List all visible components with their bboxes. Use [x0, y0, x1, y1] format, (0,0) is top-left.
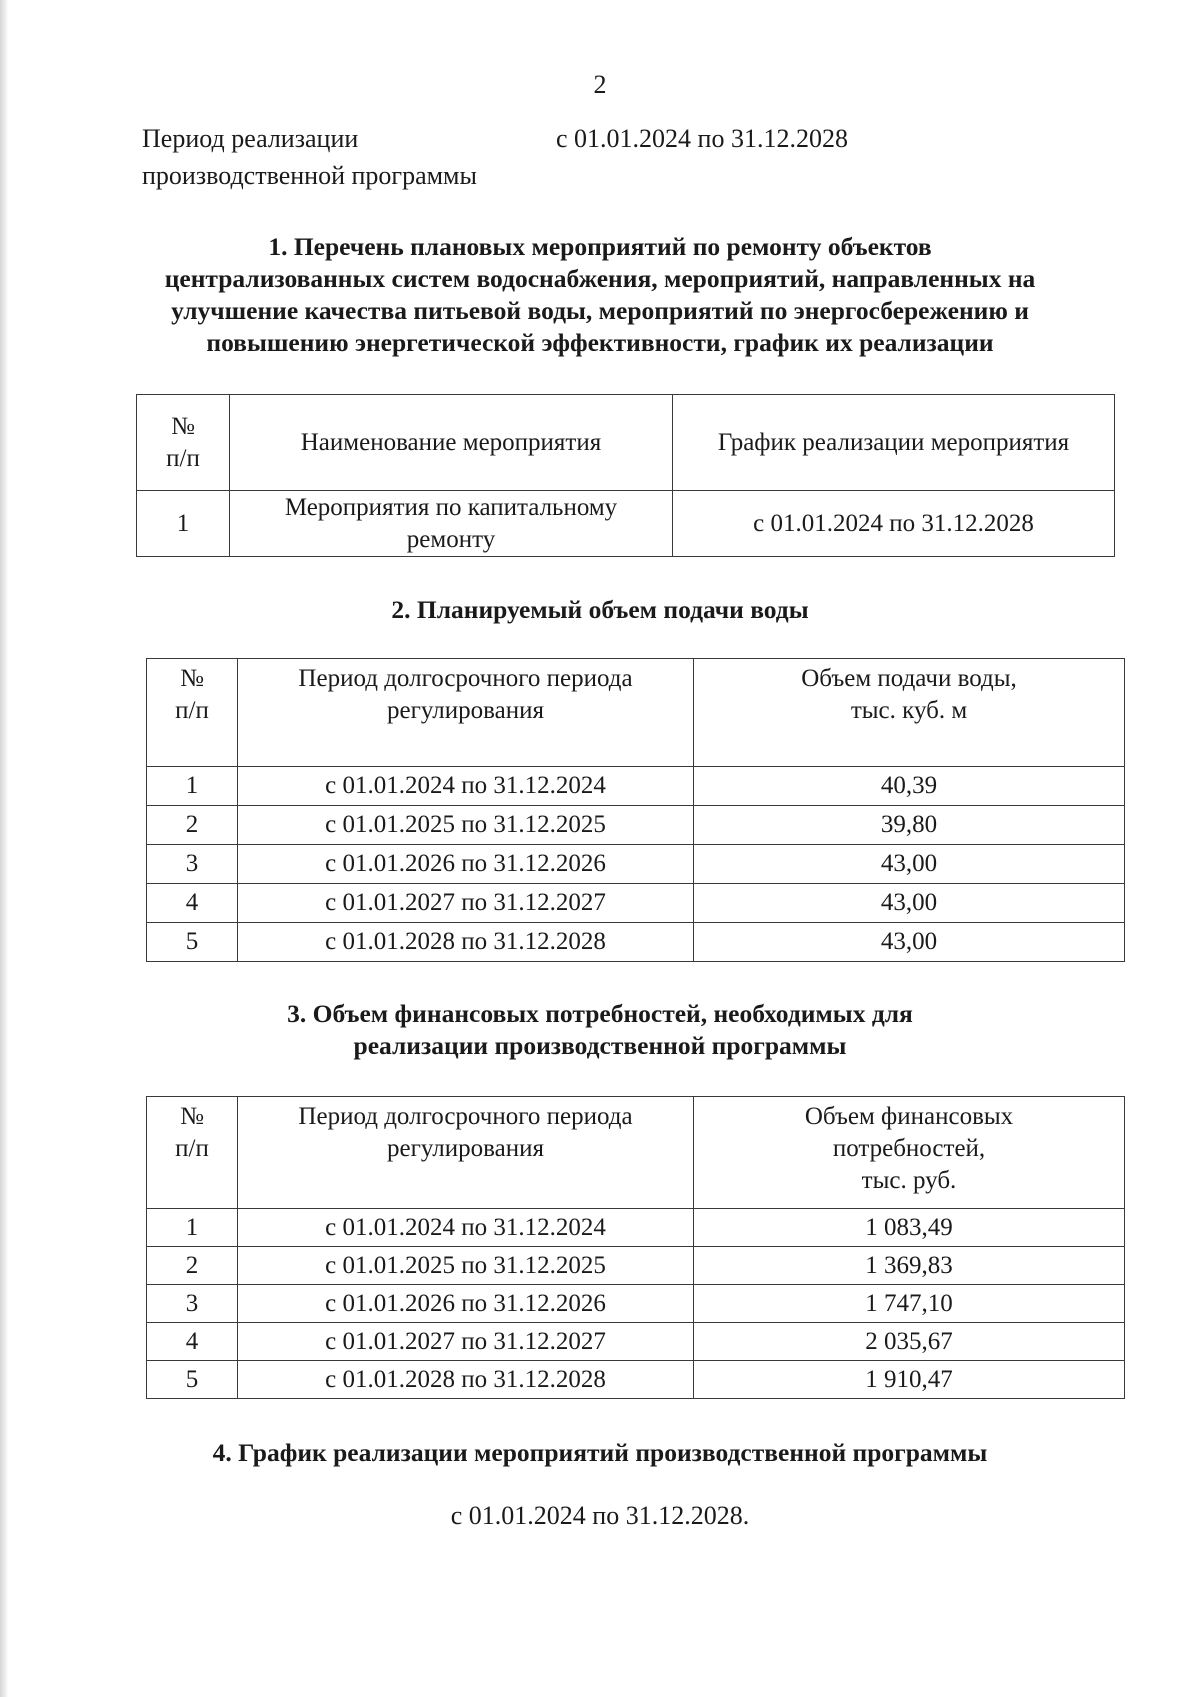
- row-period: с 01.01.2028 по 31.12.2028: [238, 923, 694, 962]
- row-num: 2: [147, 1247, 238, 1285]
- table-row: [147, 1323, 1125, 1361]
- row-period: с 01.01.2024 по 31.12.2024: [238, 1209, 694, 1247]
- header-value: [694, 1097, 1125, 1209]
- row-num: 4: [147, 884, 238, 923]
- row-value: 1 747,10: [694, 1285, 1125, 1323]
- row-num: 5: [147, 1361, 238, 1399]
- header-num: [137, 395, 230, 491]
- row-value: 1 083,49: [694, 1209, 1125, 1247]
- header-value-line1: Объем финансовых: [804, 1103, 1014, 1130]
- section1-title: [0, 231, 1200, 359]
- header-num-line1: №: [171, 412, 195, 440]
- section4-value: с 01.01.2024 по 31.12.2028.: [450, 1501, 750, 1530]
- row-num: 3: [147, 845, 238, 884]
- row-num: 5: [147, 923, 238, 962]
- header-period: [238, 1097, 694, 1209]
- table-row: [147, 845, 1125, 884]
- header-value-line1: Объем подачи воды,: [801, 665, 1017, 692]
- row-schedule: с 01.01.2024 по 31.12.2028: [673, 491, 1115, 557]
- row-period: с 01.01.2027 по 31.12.2027: [238, 1323, 694, 1361]
- period-label-line1: Период реализации: [142, 124, 359, 153]
- row-period: с 01.01.2025 по 31.12.2025: [238, 1247, 694, 1285]
- row-value: 43,00: [694, 845, 1125, 884]
- row-value: 43,00: [694, 923, 1125, 962]
- period-value: с 01.01.2024 по 31.12.2028: [556, 124, 848, 153]
- table-header-row: [147, 1097, 1125, 1209]
- section1-title-line3: улучшение качества питьевой воды, мероприятий по энергосбережению и: [171, 296, 1029, 325]
- row-period: с 01.01.2028 по 31.12.2028: [238, 1361, 694, 1399]
- row-num: 1: [137, 491, 230, 557]
- header-period: [238, 659, 694, 767]
- period-label: [142, 120, 502, 194]
- section2-table: [146, 658, 1125, 962]
- header-num-line2: п/п: [166, 444, 200, 472]
- period-label-line2: производственной программы: [142, 161, 477, 190]
- row-num: 3: [147, 1285, 238, 1323]
- table-row: [147, 1361, 1125, 1399]
- page-number: 2: [593, 70, 607, 99]
- section1-title-line4: повышению энергетической эффективности, график их реализации: [206, 328, 994, 357]
- section4-title: 4. График реализации мероприятий производственной программы: [212, 1438, 988, 1467]
- row-num: 1: [147, 767, 238, 806]
- table-row: [147, 1285, 1125, 1323]
- section2-title: 2. Планируемый объем подачи воды: [391, 595, 809, 624]
- header-value: [694, 659, 1125, 767]
- row-name: [230, 491, 673, 557]
- row-value: 2 035,67: [694, 1323, 1125, 1361]
- table-row: [147, 923, 1125, 962]
- header-name: Наименование мероприятия: [230, 395, 673, 491]
- row-period: с 01.01.2025 по 31.12.2025: [238, 806, 694, 845]
- header-num: [147, 1097, 238, 1209]
- table-row: [147, 806, 1125, 845]
- row-period: с 01.01.2026 по 31.12.2026: [238, 845, 694, 884]
- header-value-line2: тыс. куб. м: [850, 697, 968, 724]
- table-header-row: [137, 395, 1115, 491]
- row-num: 1: [147, 1209, 238, 1247]
- table-header-row: [147, 659, 1125, 767]
- header-num-line1: №: [180, 665, 204, 692]
- table-row: [147, 1209, 1125, 1247]
- row-period: с 01.01.2024 по 31.12.2024: [238, 767, 694, 806]
- table-row: [147, 767, 1125, 806]
- table-row: [137, 491, 1115, 557]
- table-row: [147, 1247, 1125, 1285]
- row-value: 40,39: [694, 767, 1125, 806]
- header-num-line2: п/п: [175, 697, 209, 724]
- header-period-line2: регулирования: [387, 697, 544, 724]
- header-value-line2: потребностей,: [832, 1135, 986, 1162]
- section1-table: [136, 394, 1115, 557]
- row-period: с 01.01.2026 по 31.12.2026: [238, 1285, 694, 1323]
- header-num-line2: п/п: [175, 1135, 209, 1162]
- row-num: 2: [147, 806, 238, 845]
- row-value: 1 369,83: [694, 1247, 1125, 1285]
- section3-title-line2: реализации производственной программы: [353, 1031, 847, 1060]
- row-value: 39,80: [694, 806, 1125, 845]
- section1-title-line2: централизованных систем водоснабжения, мероприятий, направленных на: [164, 264, 1036, 293]
- header-value-line3: тыс. руб.: [861, 1167, 957, 1194]
- header-num-line1: №: [180, 1103, 204, 1130]
- section3-title: [0, 998, 1200, 1062]
- header-period-line2: регулирования: [387, 1135, 544, 1162]
- row-num: 4: [147, 1323, 238, 1361]
- table-row: [147, 884, 1125, 923]
- header-period-line1: Период долгосрочного периода: [298, 1103, 633, 1130]
- header-period-line1: Период долгосрочного периода: [298, 665, 633, 692]
- section1-title-line1: 1. Перечень плановых мероприятий по ремонту объектов: [268, 232, 932, 261]
- header-num: [147, 659, 238, 767]
- section3-title-line1: 3. Объем финансовых потребностей, необходимых для: [287, 999, 913, 1028]
- row-value: 43,00: [694, 884, 1125, 923]
- row-value: 1 910,47: [694, 1361, 1125, 1399]
- row-name-line1: Мероприятия по капитальному: [284, 493, 618, 521]
- section3-table: [146, 1096, 1125, 1399]
- row-period: с 01.01.2027 по 31.12.2027: [238, 884, 694, 923]
- row-name-line2: ремонту: [406, 525, 496, 553]
- header-schedule: График реализации мероприятия: [673, 395, 1115, 491]
